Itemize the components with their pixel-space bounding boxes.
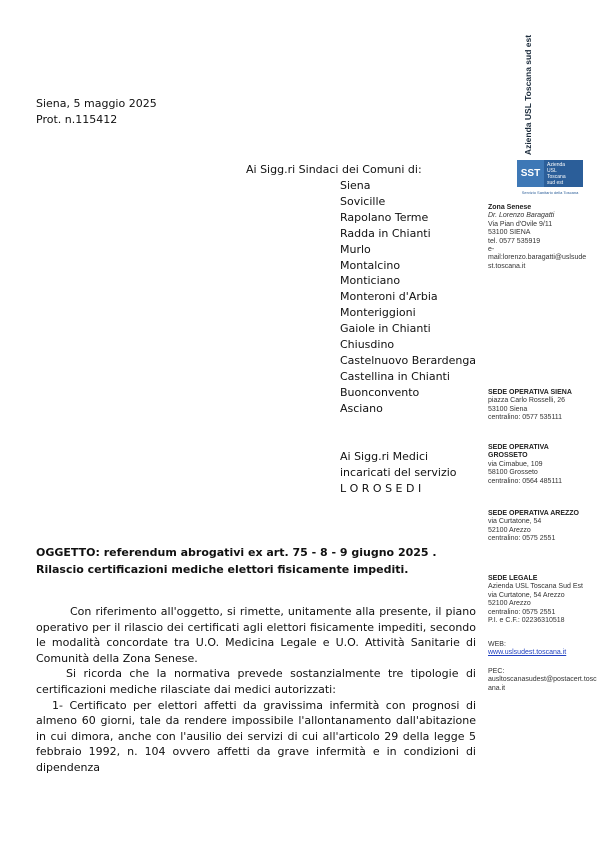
- recipients-intro: Ai Sigg.ri Sindaci dei Comuni di:: [246, 163, 422, 176]
- grosseto-title: GROSSETO: [488, 452, 528, 460]
- zona-line: tel. 0577 535919: [488, 237, 541, 245]
- logo-line: USL: [547, 168, 557, 174]
- grosseto-title: SEDE OPERATIVA: [488, 444, 549, 451]
- comune-item: Radda in Chianti: [340, 226, 431, 240]
- comune-item: Monteriggioni: [340, 306, 416, 320]
- logo-mark: SST: [517, 160, 544, 187]
- web-label: WEB:: [488, 641, 506, 648]
- medici-recipients: [340, 449, 457, 497]
- subject-line: OGGETTO: referendum abrogativi ex art. 75 - 8 - 9 giugno 2025 .: [36, 546, 437, 559]
- letter-body: [36, 604, 476, 776]
- legale-line: via Curtatone, 54 Arezzo: [488, 591, 565, 599]
- sidebar-pec: [488, 668, 597, 693]
- zona-line: e-: [488, 246, 495, 254]
- sidebar-siena: [488, 389, 572, 423]
- date-block: [36, 96, 157, 128]
- logo-line: Toscana: [547, 174, 566, 180]
- comune-item: Murlo: [340, 242, 371, 256]
- sidebar-grosseto: [488, 444, 562, 486]
- place-date: Siena, 5 maggio 2025: [36, 97, 157, 110]
- comune-item: Chiusdino: [340, 338, 395, 352]
- siena-line: 53100 Siena: [488, 405, 528, 413]
- logo-text: [544, 160, 583, 187]
- legale-line: P.I. e C.F.: 02236310518: [488, 617, 565, 625]
- legale-title: SEDE LEGALE: [488, 575, 538, 582]
- comune-item: Sovicille: [340, 194, 386, 208]
- comuni-list: [340, 178, 476, 417]
- comune-item: Asciano: [340, 401, 383, 415]
- zona-title: Zona Senese: [488, 204, 532, 211]
- logo-caption: Servizio Sanitario della Toscana: [521, 190, 579, 195]
- vertical-header: [515, 20, 541, 170]
- siena-line: piazza Carlo Rosselli, 26: [488, 397, 566, 405]
- pec-line: ausltoscanasudest@postacert.tosc: [488, 676, 597, 684]
- body-paragraph: Con riferimento all'oggetto, si rimette, unitamente alla presente, il piano operativo per il rilascio dei certificati agli elettori fisicamente impediti, secondo le modalità concordate tra U.O. Medicina Legale e U.O. Attività Sanitarie di Comunità della Zona Senese.: [36, 605, 476, 665]
- sidebar-legale: [488, 575, 583, 625]
- siena-title: SEDE OPERATIVA SIENA: [488, 389, 572, 396]
- medici-line: Ai Sigg.ri Medici: [340, 450, 429, 463]
- zona-line: 53100 SIENA: [488, 229, 531, 237]
- legale-line: centralino: 0575 2551: [488, 608, 556, 616]
- sidebar-zona: [488, 204, 586, 271]
- comune-item: Monteroni d'Arbia: [340, 290, 438, 304]
- zona-line: mail:lorenzo.baragatti@uslsude: [488, 254, 587, 262]
- sidebar-arezzo: [488, 510, 579, 544]
- logo-line: Azienda: [547, 162, 566, 168]
- comune-item: Buonconvento: [340, 385, 420, 399]
- comune-item: Monticiano: [340, 274, 401, 288]
- logo-line: sud est: [547, 180, 564, 186]
- protocol-number: Prot. n.115412: [36, 113, 118, 126]
- comune-item: Rapolano Terme: [340, 210, 429, 224]
- pec-line: ana.it: [488, 684, 506, 692]
- arezzo-line: centralino: 0575 2551: [488, 535, 556, 543]
- subject-block: [36, 544, 437, 578]
- arezzo-title: SEDE OPERATIVA AREZZO: [488, 510, 580, 517]
- body-paragraph: Si ricorda che la normativa prevede sostanzialmente tre tipologie di certificazioni mediche rilasciate dai medici autorizzati:: [36, 667, 476, 696]
- pec-label: PEC:: [488, 668, 505, 675]
- grosseto-line: centralino: 0564 485111: [488, 477, 563, 485]
- zona-line: Via Pian d'Ovile 9/11: [488, 220, 553, 228]
- zona-person: Dr. Lorenzo Baragatti: [488, 212, 555, 220]
- legale-line: Azienda USL Toscana Sud Est: [488, 583, 583, 591]
- web-link[interactable]: www.uslsudest.toscana.it: [488, 649, 567, 657]
- grosseto-line: via Cimabue, 109: [488, 460, 543, 468]
- arezzo-line: via Curtatone, 54: [488, 518, 542, 526]
- comune-item: Montalcino: [340, 258, 401, 272]
- comune-item: Gaiole in Chianti: [340, 322, 431, 336]
- medici-line: L O R O S E D I: [340, 481, 422, 495]
- usl-logo: [517, 160, 583, 200]
- medici-line: incaricati del servizio: [340, 465, 457, 479]
- comune-item: Siena: [340, 179, 371, 192]
- legale-line: 52100 Arezzo: [488, 600, 531, 608]
- body-paragraph: 1- Certificato per elettori affetti da gravissima infermità con prognosi di almeno 60 giorni, tale da rendere impossibile l'allontanamento dall'abitazione in cui dimora, anche con l'ausilio dei servizi di cui all'articolo 29 della legge 5 febbraio 1992, n. 104 ovvero affetti da grave infermità e in condizioni di dipendenza: [36, 698, 476, 774]
- grosseto-line: 58100 Grosseto: [488, 469, 538, 477]
- arezzo-line: 52100 Arezzo: [488, 526, 531, 534]
- zona-line: st.toscana.it: [488, 262, 526, 270]
- comune-item: Castelnuovo Berardenga: [340, 353, 477, 367]
- vertical-title: Azienda USL Toscana sud est: [523, 34, 533, 156]
- comune-item: Castellina in Chianti: [340, 369, 450, 383]
- siena-line: centralino: 0577 535111: [488, 414, 563, 422]
- sidebar-web: [488, 641, 566, 658]
- subject-line: Rilascio certificazioni mediche elettori fisicamente impediti.: [36, 563, 409, 576]
